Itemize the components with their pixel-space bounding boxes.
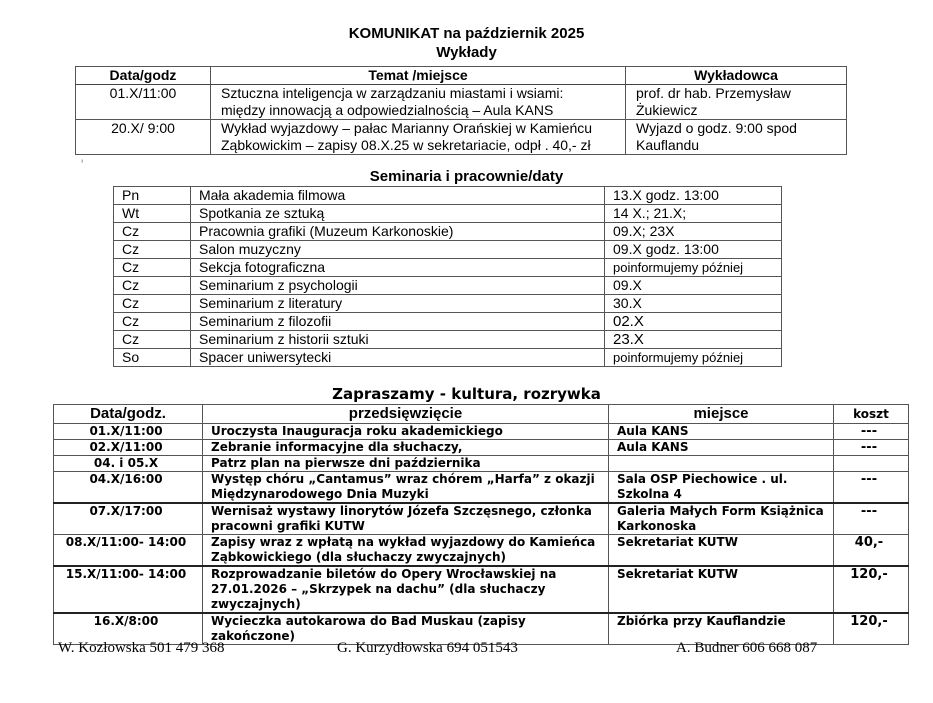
seminar-day: Cz bbox=[114, 331, 191, 349]
events-header-row bbox=[54, 405, 909, 424]
event-cost: --- bbox=[834, 424, 909, 440]
table-row bbox=[114, 241, 782, 259]
lecture-topic-line: Sztuczna inteligencja w zarządzaniu miastami i wsiami: bbox=[221, 85, 564, 101]
table-row bbox=[114, 313, 782, 331]
event-name-line: 27.01.2026 – „Skrzypek na dachu” (dla słuchaczy bbox=[211, 582, 546, 596]
event-name bbox=[203, 503, 609, 535]
event-date: 07.X/17:00 bbox=[54, 503, 203, 535]
event-name bbox=[203, 472, 609, 504]
lectures-table bbox=[75, 66, 847, 155]
lecture-topic bbox=[211, 120, 626, 155]
seminar-name: Salon muzyczny bbox=[191, 241, 605, 259]
column-header-topic: Temat /miejsce bbox=[211, 67, 626, 85]
event-name: Wycieczka autokarowa do Bad Muskau (zapisy zakończone) bbox=[203, 613, 609, 645]
contact-budner: A. Budner 606 668 087 bbox=[676, 640, 818, 656]
table-row bbox=[114, 223, 782, 241]
column-header-cost: koszt bbox=[834, 405, 909, 424]
seminar-dates: 02.X bbox=[605, 313, 782, 331]
event-name: Uroczysta Inauguracja roku akademickiego bbox=[203, 424, 609, 440]
event-name-line: Międzynarodowego Dnia Muzyki bbox=[211, 487, 429, 501]
seminar-name: Seminarium z historii sztuki bbox=[191, 331, 605, 349]
event-name-line: pracowni grafiki KUTW bbox=[211, 519, 365, 533]
events-heading: Zapraszamy - kultura, rozrywka bbox=[332, 385, 601, 403]
event-place-line: Galeria Małych Form Książnica bbox=[617, 504, 824, 518]
event-date: 04.X/16:00 bbox=[54, 472, 203, 504]
lecturer-line: Wyjazd o godz. 9:00 spod bbox=[636, 120, 797, 136]
event-name bbox=[203, 566, 609, 613]
table-row bbox=[54, 503, 909, 535]
lecturer-line: Kauflandu bbox=[636, 137, 700, 153]
event-cost: 120,- bbox=[834, 613, 909, 645]
lectures-heading: Wykłady bbox=[436, 44, 497, 61]
table-row bbox=[114, 259, 782, 277]
table-row bbox=[114, 295, 782, 313]
seminar-name: Mała akademia filmowa bbox=[191, 187, 605, 205]
seminar-dates: 23.X bbox=[605, 331, 782, 349]
seminar-day: Cz bbox=[114, 259, 191, 277]
lecture-topic-line: Wykład wyjazdowy – pałac Marianny Orańskiej w Kamieńcu bbox=[221, 120, 593, 136]
event-cost: --- bbox=[834, 440, 909, 456]
event-cost bbox=[834, 456, 909, 472]
event-name-line: Rozprowadzanie biletów do Opery Wrocławskiej na bbox=[211, 567, 557, 581]
event-name-line: Występ chóru „Cantamus” wraz chórem „Harfa” z okazji bbox=[211, 472, 595, 486]
seminar-day: Cz bbox=[114, 241, 191, 259]
seminars-heading: Seminaria i pracownie/daty bbox=[369, 168, 564, 185]
table-row bbox=[54, 424, 909, 440]
event-name-line: Zapisy wraz z wpłatą na wykład wyjazdowy do Kamieńca bbox=[211, 535, 596, 549]
column-header-date: Data/godz bbox=[76, 67, 211, 85]
table-row bbox=[114, 187, 782, 205]
event-place bbox=[609, 503, 834, 535]
seminar-dates: 30.X bbox=[605, 295, 782, 313]
seminar-day: Cz bbox=[114, 277, 191, 295]
event-cost: 120,- bbox=[834, 566, 909, 613]
seminar-day: Pn bbox=[114, 187, 191, 205]
event-cost: --- bbox=[834, 472, 909, 504]
event-cost: --- bbox=[834, 503, 909, 535]
table-row bbox=[54, 472, 909, 504]
column-header-place: miejsce bbox=[609, 405, 834, 424]
seminar-dates: 13.X godz. 13:00 bbox=[605, 187, 782, 205]
lecture-topic-line: między innowacją a odpowiedzialnością – Aula KANS bbox=[221, 102, 554, 118]
table-row bbox=[54, 535, 909, 567]
table-row bbox=[114, 331, 782, 349]
column-header-lecturer: Wykładowca bbox=[626, 67, 847, 85]
lecture-date: 20.X/ 9:00 bbox=[76, 120, 211, 155]
stray-mark: ³ bbox=[81, 160, 83, 166]
event-place-line: Szkolna 4 bbox=[617, 487, 682, 501]
seminar-dates: 09.X bbox=[605, 277, 782, 295]
event-date: 04. i 05.X bbox=[54, 456, 203, 472]
event-date: 08.X/11:00- 14:00 bbox=[54, 535, 203, 567]
event-name-line: zwyczajnych) bbox=[211, 597, 301, 611]
event-date: 02.X/11:00 bbox=[54, 440, 203, 456]
lecturer-line: prof. dr hab. Przemysław bbox=[636, 85, 791, 101]
event-name bbox=[203, 535, 609, 567]
event-date: 01.X/11:00 bbox=[54, 424, 203, 440]
lecture-lecturer bbox=[626, 85, 847, 120]
event-date: 16.X/8:00 bbox=[54, 613, 203, 645]
table-row bbox=[114, 205, 782, 223]
table-row bbox=[114, 349, 782, 367]
event-place bbox=[609, 472, 834, 504]
contact-kozlowska: W. Kozłowska 501 479 368 bbox=[58, 640, 225, 656]
lecturer-line: Żukiewicz bbox=[636, 102, 698, 118]
lecture-topic bbox=[211, 85, 626, 120]
column-header-event: przedsięwzięcie bbox=[203, 405, 609, 424]
event-place-line: Sala OSP Piechowice . ul. bbox=[617, 472, 788, 486]
seminar-name: Sekcja fotograficzna bbox=[191, 259, 605, 277]
lecture-topic-line: Ząbkowickim – zapisy 08.X.25 w sekretariacie, odpł . 40,- zł bbox=[221, 137, 591, 153]
event-place: Aula KANS bbox=[609, 440, 834, 456]
seminar-day: Cz bbox=[114, 223, 191, 241]
seminar-name: Pracownia grafiki (Muzeum Karkonoskie) bbox=[191, 223, 605, 241]
table-row bbox=[114, 277, 782, 295]
events-table bbox=[53, 404, 909, 645]
document-title: KOMUNIKAT na październik 2025 bbox=[348, 25, 585, 42]
seminar-day: Wt bbox=[114, 205, 191, 223]
table-row bbox=[54, 566, 909, 613]
event-place: Aula KANS bbox=[609, 424, 834, 440]
event-place bbox=[609, 456, 834, 472]
seminar-dates: 09.X godz. 13:00 bbox=[605, 241, 782, 259]
event-cost: 40,- bbox=[834, 535, 909, 567]
seminar-dates: 09.X; 23X bbox=[605, 223, 782, 241]
event-name: Zebranie informacyjne dla słuchaczy, bbox=[203, 440, 609, 456]
seminar-day: Cz bbox=[114, 313, 191, 331]
seminar-dates: poinformujemy później bbox=[605, 259, 782, 277]
event-name: Patrz plan na pierwsze dni października bbox=[203, 456, 609, 472]
seminar-name: Spotkania ze sztuką bbox=[191, 205, 605, 223]
seminar-name: Spacer uniwersytecki bbox=[191, 349, 605, 367]
event-place: Sekretariat KUTW bbox=[609, 566, 834, 613]
lectures-header-row bbox=[76, 67, 847, 85]
table-row bbox=[54, 456, 909, 472]
seminar-day: So bbox=[114, 349, 191, 367]
event-name-line: Ząbkowickiego (dla słuchaczy zwyczajnych) bbox=[211, 550, 507, 564]
table-row bbox=[54, 440, 909, 456]
seminar-dates: poinformujemy później bbox=[605, 349, 782, 367]
seminar-name: Seminarium z literatury bbox=[191, 295, 605, 313]
lecture-lecturer bbox=[626, 120, 847, 155]
event-place-line: Karkonoska bbox=[617, 519, 697, 533]
lecture-date: 01.X/11:00 bbox=[76, 85, 211, 120]
contact-kurzydlowska: G. Kurzydłowska 694 051543 bbox=[337, 640, 518, 656]
seminar-name: Seminarium z filozofii bbox=[191, 313, 605, 331]
seminar-name: Seminarium z psychologii bbox=[191, 277, 605, 295]
seminar-dates: 14 X.; 21.X; bbox=[605, 205, 782, 223]
event-date: 15.X/11:00- 14:00 bbox=[54, 566, 203, 613]
event-place: Zbiórka przy Kauflandzie bbox=[609, 613, 834, 645]
table-row bbox=[76, 120, 847, 155]
seminars-table bbox=[113, 186, 782, 367]
column-header-date: Data/godz. bbox=[54, 405, 203, 424]
seminar-day: Cz bbox=[114, 295, 191, 313]
event-place: Sekretariat KUTW bbox=[609, 535, 834, 567]
event-name-line: Wernisaż wystawy linorytów Józefa Szczęsnego, członka bbox=[211, 504, 592, 518]
table-row bbox=[76, 85, 847, 120]
